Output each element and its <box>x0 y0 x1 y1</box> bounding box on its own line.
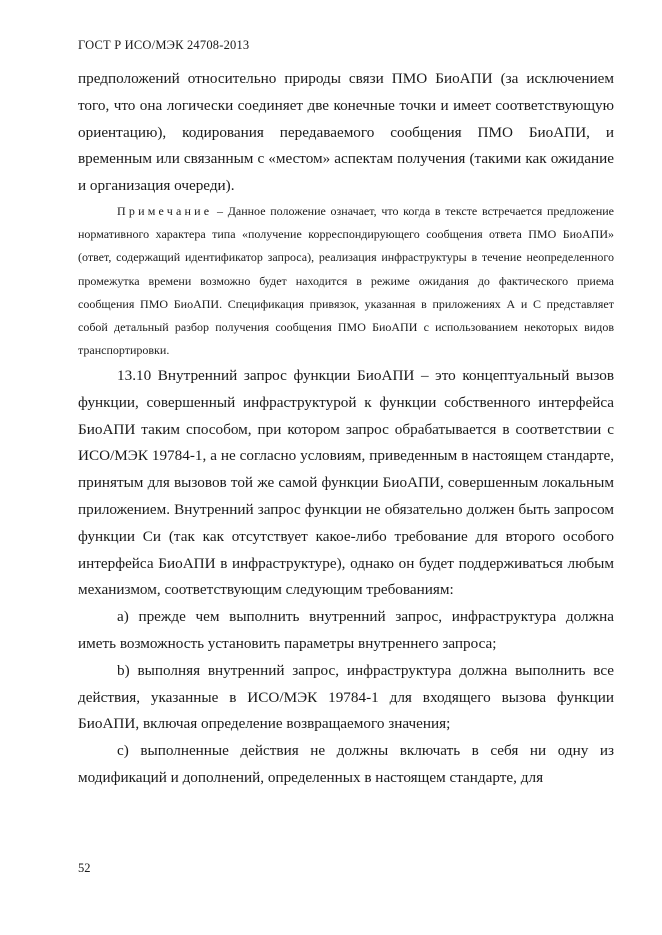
section-13-10-text: 13.10 Внутренний запрос функции БиоАПИ – это концептуальный вызов функции, совершенный инфраструктурой к функции собственного интерфейса БиоАПИ таким способом, при котором запрос обрабатывается в соответствии с ИСО/МЭК 19784-1, а не согласно условиям, приведенным в настоящем стандарте, принятым для вызовов той же самой функции БиоАПИ, совершенным локальным приложением. Внутренний запрос функции не обязательно должен быть запросом функции Си (так как отсутствует какое-либо требование для второго особого интерфейса БиоАПИ в инфраструктуре), однако он будет поддерживаться любым механизмом, соответствующим следующим требованиям: <box>78 367 614 599</box>
note-text: – Данное положение означает, что когда в тексте встречается предложение нормативного характера типа «получение корреспондирующего сообщения ответа ПМО БиоАПИ» (ответ, содержащий идентификатор запроса), реализация инфраструктуры в течение неопределенного промежутка времени возможно будет находится в режиме ожидания до фактического приема сообщения ПМО БиоАПИ. Спецификация привязок, указанная в приложениях А и С представляет собой детальный разбор получения сообщения ПМО БиоАПИ с использованием некоторых видов транспортировки. <box>78 204 614 358</box>
list-item-b: b) выполняя внутренний запрос, инфраструктура должна выполнить все действия, указанные в ИСО/МЭК 19784-1 для входящего вызова функции БиоАПИ, включая определение возвращаемого значения; <box>78 661 614 733</box>
list-item-c: c) выполненные действия не должны включать в себя ни одну из модификаций и дополнений, определенных в настоящем стандарте, для <box>78 742 614 786</box>
intro-paragraph <box>78 66 614 200</box>
page-number: 52 <box>78 861 91 875</box>
document-header: ГОСТ Р ИСО/МЭК 24708-2013 <box>78 38 250 52</box>
note-label: Примечание <box>117 204 213 218</box>
intro-text: предположений относительно природы связи ПМО БиоАПИ (за исключением того, что она логически соединяет две конечные точки и имеет соответствующую ориентацию), кодирования передаваемого сообщения ПМО БиоАПИ, и временным или связанным с «местом» аспектам получения (такими как ожидание и организация очереди). <box>78 70 614 195</box>
note-block <box>78 200 614 362</box>
note-paragraph <box>78 200 614 362</box>
section-13-10 <box>78 363 614 792</box>
list-item-a: а) прежде чем выполнить внутренний запрос, инфраструктура должна иметь возможность установить параметры внутреннего запроса; <box>78 608 614 652</box>
